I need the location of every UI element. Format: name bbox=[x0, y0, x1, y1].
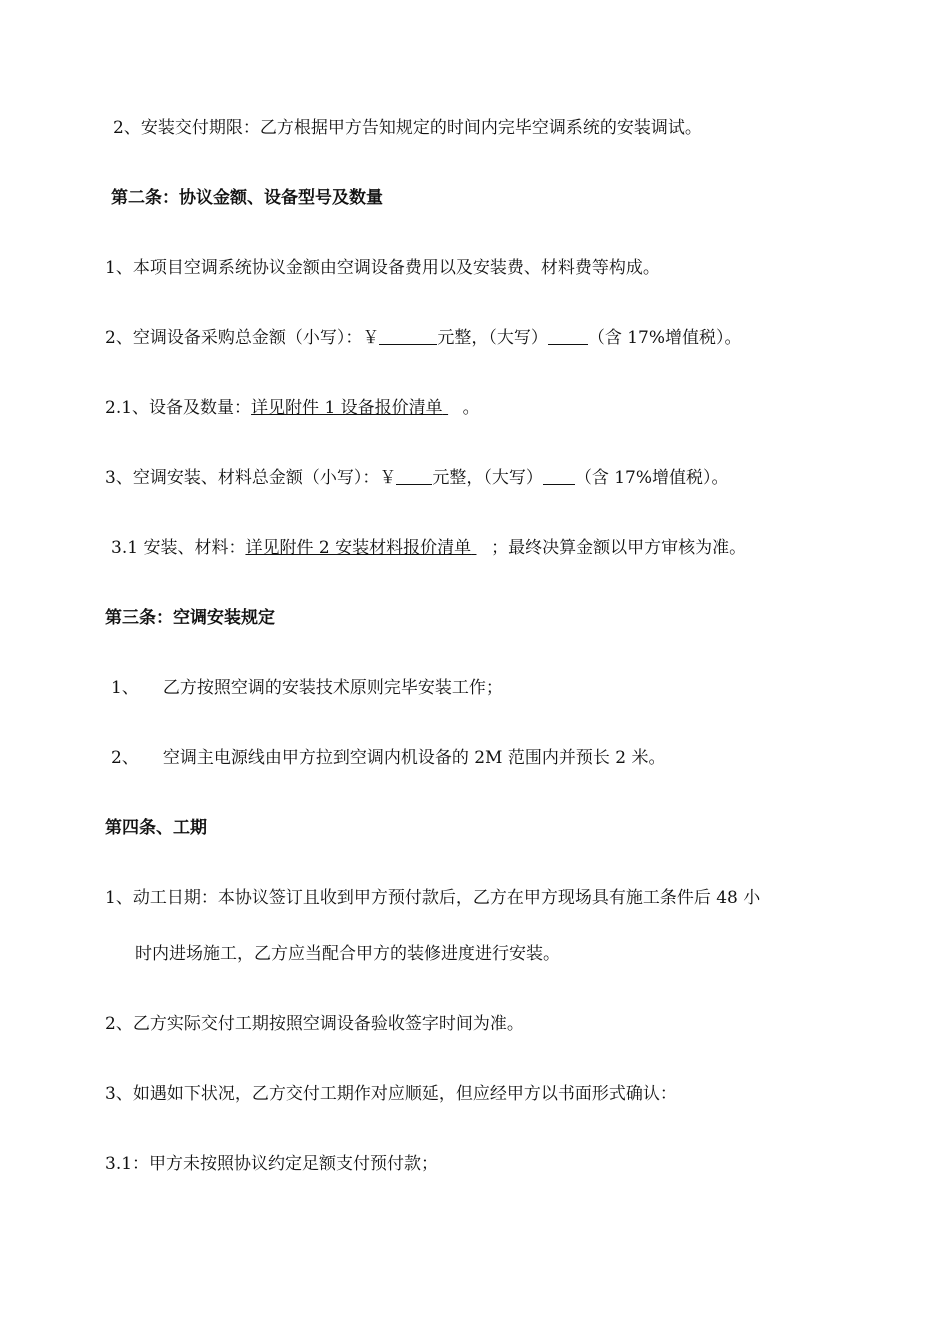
installation-total-tax: （含 17%增值税）。 bbox=[574, 468, 729, 488]
installation-amount-blank[interactable] bbox=[396, 466, 432, 485]
heading-article-4: 第四条、工期 bbox=[105, 818, 207, 838]
paragraph-contract-amount: 1、本项目空调系统协议金额由空调设备费用以及安装费、材料费等构成。 bbox=[105, 258, 660, 278]
install-item-2-text: 空调主电源线由甲方拉到空调内机设备的 2M 范围内并预长 2 米。 bbox=[162, 748, 666, 768]
paragraph-start-date: 1、动工日期：本协议签订且收到甲方预付款后，乙方在甲方现场具有施工条件后 48 小 bbox=[105, 888, 761, 908]
installation-capital-blank[interactable] bbox=[543, 466, 575, 485]
heading-article-3: 第三条：空调安装规定 bbox=[105, 608, 275, 628]
equipment-total-tax: （含 17%增值税）。 bbox=[587, 328, 742, 348]
install-item-1-text: 乙方按照空调的安装技术原则完毕安装工作； bbox=[162, 678, 503, 698]
paragraph-actual-delivery: 2、乙方实际交付工期按照空调设备验收签字时间为准。 bbox=[105, 1014, 524, 1034]
heading-article-2: 第二条：协议金额、设备型号及数量 bbox=[111, 188, 383, 208]
paragraph-install-item-1 bbox=[111, 676, 503, 700]
attachment-1-link: 详见附件 1 设备报价清单 bbox=[251, 398, 443, 418]
install-item-2-number: 2、 bbox=[111, 748, 139, 768]
installation-materials-end: ；最终决算金额以甲方审核为准。 bbox=[491, 538, 747, 558]
paragraph-equipment-total bbox=[105, 326, 742, 350]
paragraph-install-item-2 bbox=[111, 746, 665, 770]
equipment-total-label: 2、空调设备采购总金额（小写）：￥ bbox=[105, 328, 380, 348]
paragraph-installation-total bbox=[105, 466, 729, 490]
install-item-1-number: 1、 bbox=[111, 678, 139, 698]
equipment-amount-blank[interactable] bbox=[379, 326, 437, 345]
paragraph-start-date-cont: 时内进场施工，乙方应当配合甲方的装修进度进行安装。 bbox=[135, 944, 560, 964]
installation-total-label: 3、空调安装、材料总金额（小写）：￥ bbox=[105, 468, 397, 488]
paragraph-installation-materials bbox=[111, 536, 746, 560]
equipment-capital-blank[interactable] bbox=[548, 326, 588, 345]
paragraph-delay-conditions: 3、如遇如下状况，乙方交付工期作对应顺延，但应经甲方以书面形式确认： bbox=[105, 1084, 677, 1104]
equipment-quantity-end: 。 bbox=[462, 398, 480, 418]
paragraph-delivery-deadline: 2、安装交付期限：乙方根据甲方告知规定的时间内完毕空调系统的安装调试。 bbox=[113, 118, 702, 138]
attachment-2-link: 详见附件 2 安装材料报价清单 bbox=[245, 538, 472, 558]
equipment-total-mid: 元整，（大写） bbox=[437, 328, 548, 348]
attachment-1-underline-tail bbox=[443, 396, 463, 420]
attachment-2-underline-tail bbox=[471, 536, 491, 560]
paragraph-equipment-quantity bbox=[105, 396, 480, 420]
equipment-quantity-label: 2.1、设备及数量： bbox=[105, 398, 252, 418]
paragraph-delay-item-1: 3.1：甲方未按照协议约定足额支付预付款； bbox=[105, 1154, 439, 1174]
installation-materials-label: 3.1 安装、材料： bbox=[111, 538, 246, 558]
installation-total-mid: 元整，（大写） bbox=[432, 468, 543, 488]
